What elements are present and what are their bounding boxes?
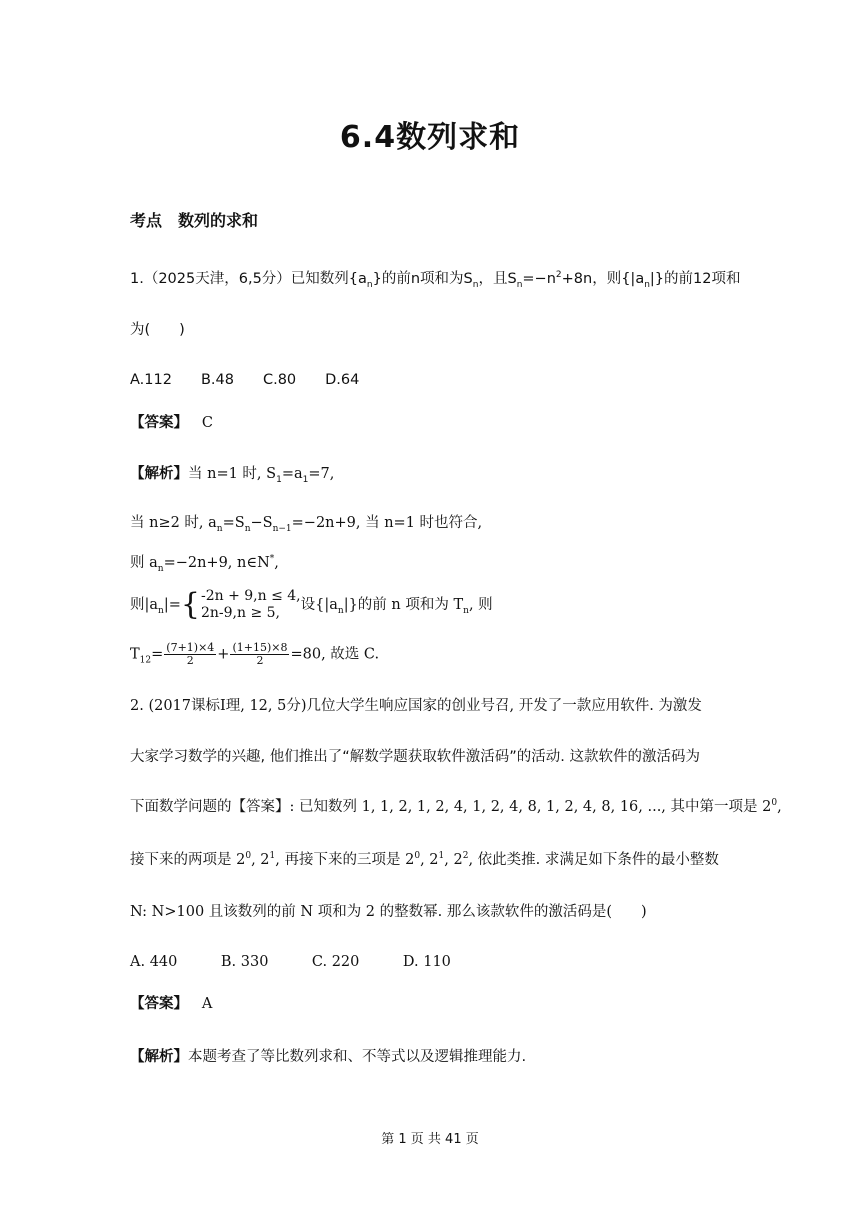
q1-analysis-line2: 当 n≥2 时, $a_n=S_n-S_{n-1}=-2n+9$, 当 n=1 时也符合, [130, 515, 483, 534]
q2-stem-line4: 接下来的两项是 $2^0$, $2^1$, 再接下来的三项是 $2^0$, $2^1$, $2^2$, 依此类推. 求满足如下条件的最小整数 [130, 851, 719, 868]
q1-analysis-piecewise: 则$|a_n|=${ -2n + 9,n ≤ 4, 2n-9,n ≥ 5, 设$\{|a_n|\}$的前 n 项和为 $T_n$, 则 [130, 587, 493, 622]
piecewise-cases: -2n + 9,n ≤ 4, 2n-9,n ≥ 5, [200, 588, 301, 621]
q1-stem-line1: 1.（2025天津，6,5分）已知数列$\{a_n\}$的前n项和为$S_n$，且$S_n=-n^2+8n$，则$\{|a_n|\}$的前12项和 [130, 270, 741, 290]
q2-options: A. 440 B. 330 C. 220 D. 110 [130, 954, 451, 970]
q2-stem-line1: 2. (2017课标Ⅰ理, 12, 5分)几位大学生响应国家的创业号召, 开发了一款应用软件. 为激发 [130, 698, 702, 714]
brace-symbol: { [180, 587, 200, 622]
q1-options: A.112 B.48 C.80 D.64 [130, 372, 360, 388]
section-heading: 考点 数列的求和 [130, 211, 259, 230]
q2-analysis: 【解析】本题考查了等比数列求和、不等式以及逻辑推理能力. [130, 1049, 527, 1065]
q1-analysis-line1: 【解析】当 n=1 时, $S_1=a_1=7$, [130, 466, 335, 485]
page-footer: 第 1 页 共 41 页 [381, 1132, 479, 1147]
q2-answer: 【答案】 A [130, 996, 213, 1012]
page-title: 6.4数列求和 [339, 120, 521, 155]
q1-answer: 【答案】 C [130, 415, 213, 431]
q2-stem-line3: 下面数学问题的【答案】: 已知数列 1, 1, 2, 1, 2, 4, 1, 2, 4, 8, 1, 2, 4, 8, 16, ..., 其中第一项是 $2^0$, [130, 798, 782, 815]
fraction-2: $\frac{(1+15)\times 8}{2}$ [232, 641, 288, 667]
q1-stem-line2: 为( ) [130, 322, 185, 338]
fraction-1: $\frac{(7+1)\times 4}{2}$ [166, 641, 215, 667]
q2-stem-line2: 大家学习数学的兴趣, 他们推出了“解数学题获取软件激活码”的活动. 这款软件的激活码为 [130, 749, 700, 765]
q2-stem-line5: N: N>100 且该数列的前 N 项和为 2 的整数幂. 那么该款软件的激活码是( ) [130, 904, 647, 920]
q1-analysis-fraction-line: $T_{12}=$ $\frac{(7+1)\times 4}{2}$ + $\frac{(1+15)\times 8}{2}$ =80, 故选 C. [130, 641, 380, 667]
q1-analysis-line3: 则 $a_n=-2n+9$, n∈N*, [130, 554, 279, 574]
